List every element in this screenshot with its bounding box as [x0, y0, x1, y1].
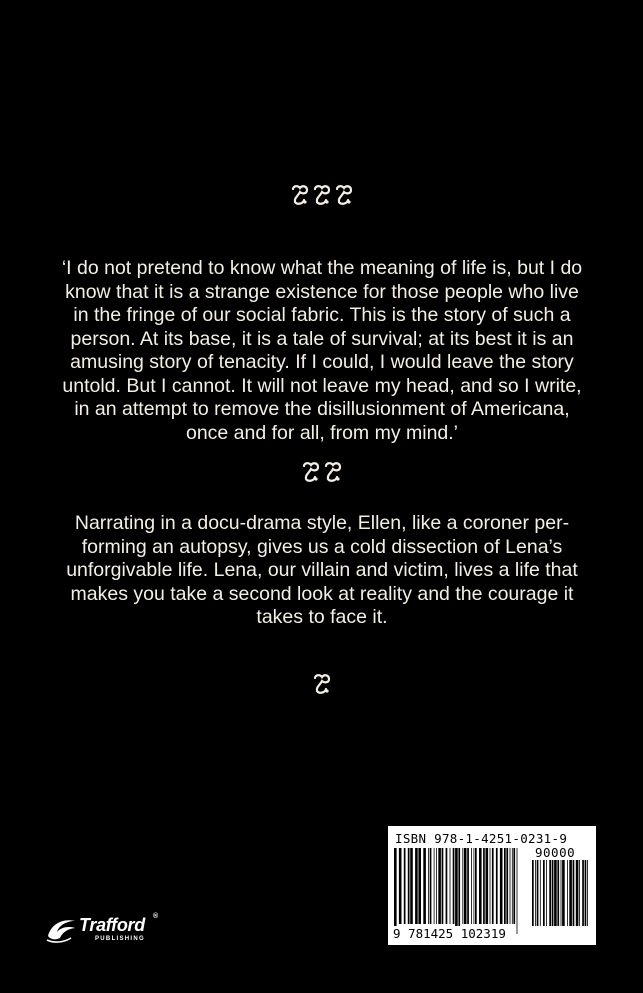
barcode-bar: [455, 848, 458, 934]
trafford-wave-icon: [45, 916, 79, 944]
barcode-bar: [442, 848, 444, 924]
fleuron-icon: [312, 672, 332, 696]
barcode-bar: [404, 848, 406, 924]
barcode-bar: [532, 860, 534, 926]
quote-line: person. At its base, it is a tale of survival; at its best it is an: [70, 327, 574, 350]
barcode-bar: [486, 848, 489, 924]
barcode-bar: [561, 860, 562, 926]
barcode-bar: [562, 860, 565, 926]
barcode-bar: [510, 848, 511, 924]
description-line: takes to face it.: [256, 606, 388, 628]
quote-line: untold. But I cannot. It will not leave my head, and so I write,: [62, 374, 582, 397]
quote-line: amusing story of tenacity. If I could, I would leave the story: [70, 351, 574, 373]
barcode-bar: [490, 848, 491, 924]
ornament-middle: [0, 460, 643, 484]
barcode-bar: [567, 860, 568, 926]
barcode-bar: [415, 848, 418, 924]
barcode-bar: [458, 848, 460, 934]
barcode-bar: [492, 848, 494, 924]
price-code: 90000: [535, 845, 576, 860]
barcode-bar: [399, 848, 402, 924]
description-paragraph: [54, 512, 590, 630]
barcode-bar: [504, 848, 506, 924]
barcode-bar: [576, 860, 579, 926]
barcode-bar: [479, 848, 482, 924]
fleuron-icon: [323, 460, 343, 484]
isbn-label: ISBN 978-1-4251-0231-9: [395, 831, 568, 846]
barcode-bar: [410, 848, 413, 924]
barcode-bar: [549, 860, 551, 926]
registered-mark: ®: [153, 913, 158, 920]
fleuron-icon: [290, 183, 310, 207]
barcode-bar: [450, 848, 451, 924]
quote-paragraph: [54, 257, 590, 445]
barcode-bar: [513, 848, 515, 924]
barcode-bar: [464, 848, 467, 924]
barcode-bar: [423, 848, 426, 924]
barcode-bar: [517, 848, 518, 934]
barcode-bar: [540, 860, 541, 926]
barcode-bar: [569, 860, 572, 926]
description-line: unforgivable life. Lena, our villain and victim, lives a life that: [66, 559, 578, 581]
publisher-name: Trafford: [79, 915, 145, 935]
barcode-bar: [418, 848, 421, 924]
quote-line: know that it is a strange existence for those people who live: [65, 280, 579, 303]
barcode-bar: [496, 848, 498, 924]
description-line: forming an autopsy, gives us a cold dissection of Lena’s: [81, 535, 563, 558]
barcode-bar: [546, 860, 547, 926]
barcode-bar: [543, 860, 545, 926]
barcode-bar: [430, 848, 432, 924]
quote-line: ‘I do not pretend to know what the meaning of life is, but I do: [61, 257, 583, 279]
barcode-bar: [506, 848, 508, 924]
ean-bars: [394, 848, 520, 934]
barcode-bar: [535, 860, 536, 926]
barcode-bar: [500, 848, 503, 924]
ornament-bottom: [0, 672, 643, 696]
barcode-bar: [552, 860, 554, 926]
quote-line: once and for all, from my mind.’: [185, 421, 459, 444]
barcode-bar: [475, 848, 477, 924]
fleuron-icon: [334, 183, 354, 207]
barcode-bar: [582, 860, 584, 926]
barcode-bar: [557, 860, 559, 926]
quote-line: in an attempt to remove the disillusionment of Americana,: [74, 398, 570, 420]
barcode-bar: [573, 860, 575, 926]
barcode-bar: [585, 860, 587, 926]
description-line: makes you take a second look at reality and the courage it: [70, 582, 574, 605]
quote-line: in the fringe of our social fabric. This is the story of such a: [73, 304, 571, 326]
barcode-bar: [394, 848, 397, 934]
barcode-bar: [483, 848, 485, 924]
fleuron-icon: [301, 460, 321, 484]
barcode-bar: [474, 848, 475, 924]
barcode-digits: 9 781425 102319: [393, 926, 506, 941]
barcode-bar: [471, 848, 472, 924]
barcode-bar: [462, 848, 463, 924]
barcode-bar: [579, 860, 580, 926]
ornament-top: [0, 183, 643, 207]
fleuron-icon: [312, 183, 332, 207]
barcode-bar: [434, 848, 435, 924]
isbn-barcode: [388, 826, 596, 945]
addon-bars: [532, 860, 590, 936]
barcode-bar: [438, 848, 441, 924]
barcode-bar: [428, 848, 429, 924]
publisher-subtitle: PUBLISHING: [95, 936, 146, 942]
description-line: Narrating in a docu-drama style, Ellen, like a coroner per-: [74, 512, 570, 534]
barcode-bar: [587, 860, 588, 926]
barcode-bar: [436, 848, 437, 924]
barcode-bar: [453, 848, 455, 924]
publisher-logo: [45, 913, 175, 946]
barcode-bar: [446, 848, 448, 924]
barcode-bar: [467, 848, 469, 924]
barcode-bar: [512, 848, 513, 924]
barcode-bar: [408, 848, 410, 924]
barcode-bar: [554, 860, 557, 926]
barcode-bar: [537, 860, 539, 926]
